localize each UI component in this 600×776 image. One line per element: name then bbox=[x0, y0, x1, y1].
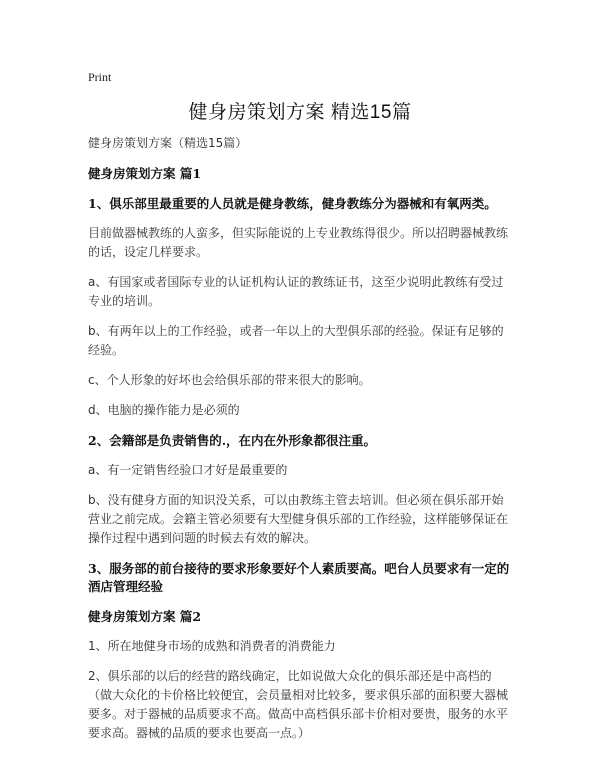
section-1-paragraph: a、有一定销售经验口才好是最重要的 bbox=[88, 463, 288, 477]
section-2-paragraph: 1、所在地健身市场的成熟和消费者的消费能力 bbox=[88, 639, 336, 653]
section-2-paragraph: 2、俱乐部的以后的经营的路线确定，比如说做大众化的俱乐部还是中高档的（做大众化的卡价格比较便宜，会员量相对比较多，要求俱乐部的面积要大器械要多。对于器械的品质要求不高。做高中高档俱乐部卡价相对要贵，服务的水平要求高。器械的品质的要求也要高一点。） bbox=[88, 669, 509, 740]
section-1-paragraph: d、电脑的操作能力是必须的 bbox=[88, 403, 240, 417]
section-1-paragraph: c、个人形象的好坏也会给俱乐部的带来很大的影响。 bbox=[88, 373, 371, 387]
document-subtitle: 健身房策划方案（精选15篇） bbox=[88, 136, 248, 150]
section-title-1: 健身房策划方案 篇1 bbox=[88, 166, 202, 181]
section-1-heading-1: 1、俱乐部里最重要的人员就是健身教练，健身教练分为器械和有氧两类。 bbox=[88, 196, 497, 211]
section-1-paragraph: b、没有健身方面的知识没关系，可以由教练主管去培训。但必须在俱乐部开始营业之前完成。会籍主管必须要有大型健身俱乐部的工作经验，这样能够保证在操作过程中遇到问题的时候去有效的解决。 bbox=[88, 493, 509, 545]
section-1-paragraph: a、有国家或者国际专业的认证机构认证的教练证书，这至少说明此教练有受过专业的培训。 bbox=[88, 275, 504, 308]
section-1-heading-2: 2、会籍部是负责销售的.，在内在外形象都很注重。 bbox=[88, 433, 377, 448]
print-link[interactable]: Print bbox=[88, 70, 112, 84]
section-1-paragraph: 目前做器械教练的人蛮多，但实际能说的上专业教练得很少。所以招聘器械教练的话，设定几样要求。 bbox=[88, 226, 509, 259]
section-1-paragraph: b、有两年以上的工作经验，或者一年以上的大型俱乐部的经验。保证有足够的经验。 bbox=[88, 324, 504, 357]
section-1-heading-3: 3、服务部的前台接待的要求形象要好个人素质要高。吧台人员要求有一定的酒店管理经验 bbox=[88, 561, 510, 594]
document-title: 健身房策划方案 精选15篇 bbox=[188, 102, 412, 123]
section-title-2: 健身房策划方案 篇2 bbox=[88, 609, 202, 624]
